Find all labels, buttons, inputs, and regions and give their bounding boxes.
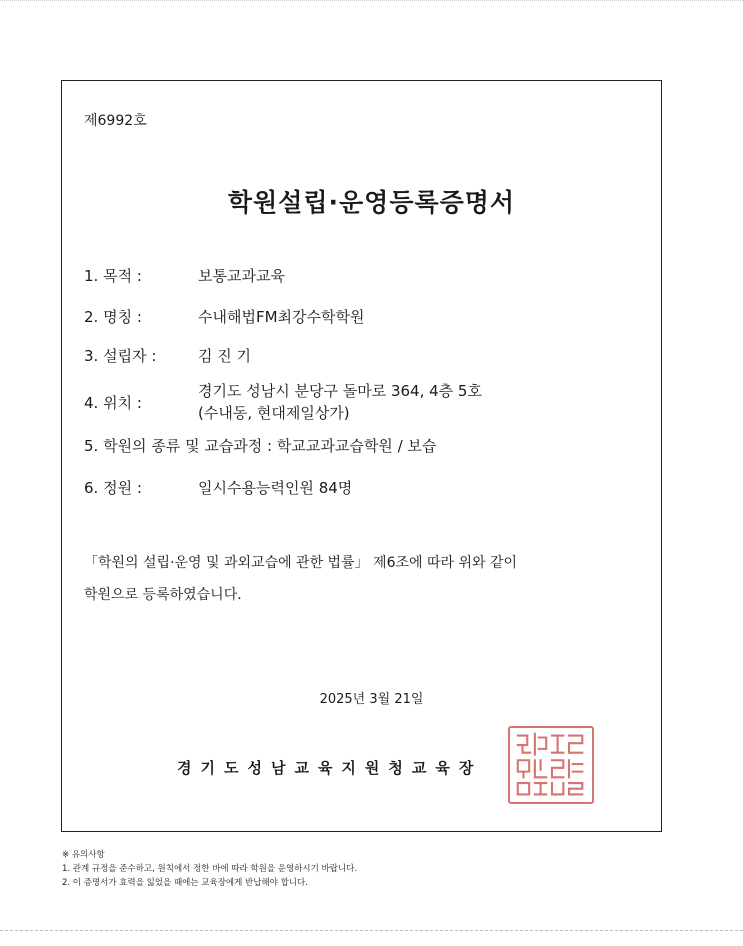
certificate-number: 제6992호 bbox=[84, 113, 147, 129]
item-name-value: 수내해법FM최강수학학원 bbox=[198, 308, 365, 326]
item-location bbox=[84, 380, 482, 424]
item-purpose-value: 보통교과교육 bbox=[198, 267, 285, 285]
item-capacity-value: 일시수용능력인원 84명 bbox=[198, 479, 353, 497]
item-location-label: 4. 위치 : bbox=[84, 394, 142, 412]
notice-heading: ※ 유의사항 bbox=[62, 850, 105, 860]
item-type: 5. 학원의 종류 및 교습과정 : 학교교과교습학원 / 보습 bbox=[84, 437, 437, 455]
item-capacity-label: 6. 정원 : bbox=[84, 479, 142, 497]
official-seal-icon bbox=[508, 726, 594, 804]
registration-statement bbox=[84, 547, 654, 611]
issue-date: 2025년 3월 21일 bbox=[319, 692, 424, 707]
certificate-title: 학원설립·운영등록증명서 bbox=[227, 188, 516, 217]
statement-line-1: 「학원의 설립·운영 및 과외교습에 관한 법률」 제6조에 따라 위와 같이 bbox=[84, 555, 518, 571]
item-location-address-detail: (수내동, 현대제일상가) bbox=[198, 404, 350, 422]
notice-item-1: 1. 관계 규정을 준수하고, 원칙에서 정한 바에 따라 학원을 운영하시기 바랍니다. bbox=[62, 864, 358, 874]
item-name-label: 2. 명칭 : bbox=[84, 308, 142, 326]
item-founder-value: 김 진 기 bbox=[198, 347, 252, 365]
notice-item-2: 2. 이 증명서가 효력을 잃었을 때에는 교육장에게 반납해야 합니다. bbox=[62, 878, 308, 888]
issuer-name: 경기도성남교육지원청교육장 bbox=[177, 759, 483, 777]
scan-edge-bottom bbox=[0, 930, 743, 931]
item-founder bbox=[84, 345, 251, 367]
notice-section bbox=[62, 848, 357, 890]
scan-edge-top bbox=[0, 0, 743, 4]
statement-line-2: 학원으로 등록하였습니다. bbox=[84, 587, 242, 603]
item-capacity bbox=[84, 477, 352, 499]
item-purpose bbox=[84, 265, 285, 287]
item-location-address: 경기도 성남시 분당구 돌마로 364, 4층 5호 bbox=[198, 382, 482, 400]
item-name bbox=[84, 306, 364, 328]
item-purpose-label: 1. 목적 : bbox=[84, 267, 142, 285]
item-founder-label: 3. 설립자 : bbox=[84, 347, 157, 365]
